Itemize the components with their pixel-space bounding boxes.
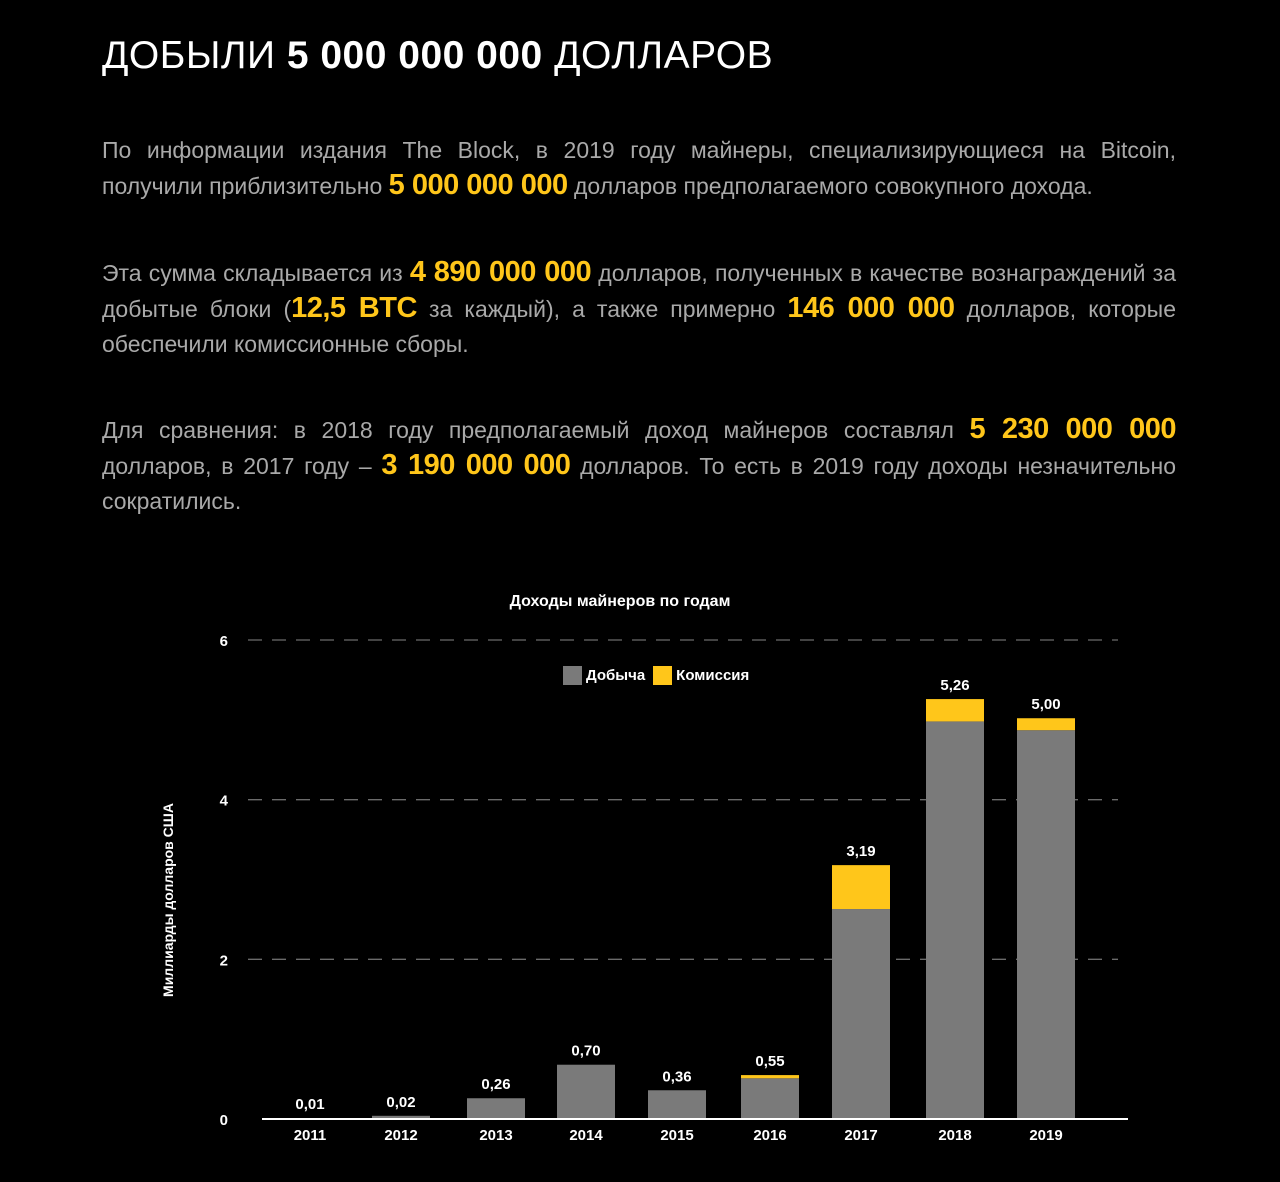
p3-text-1: Для сравнения: в 2018 году предполагаемый доход майнеров составлял [102, 417, 970, 443]
bar-mining-2017 [832, 909, 890, 1119]
bar-total-label-2013: 0,26 [481, 1076, 511, 1094]
bar-fee-2016 [741, 1075, 799, 1078]
bar-mining-2018 [926, 721, 984, 1119]
bar-total-label-2017: 3,19 [846, 843, 876, 861]
y-tick-label-0: 0 [219, 1112, 228, 1129]
bar-total-label-2016: 0,55 [755, 1053, 785, 1071]
y-tick-label-2: 2 [219, 952, 228, 970]
bar-mining-2019 [1017, 730, 1075, 1119]
p2-highlight-block-rewards: 4 890 000 000 [409, 256, 592, 288]
x-tick-label-2017: 2017 [844, 1127, 878, 1144]
x-tick-label-2018: 2018 [938, 1127, 972, 1144]
headline-pre: ДОБЫЛИ [102, 34, 276, 77]
bar-total-label-2018: 5,26 [940, 677, 970, 695]
x-tick-label-2015: 2015 [660, 1127, 694, 1144]
x-tick-label-2013: 2013 [479, 1127, 513, 1144]
bar-total-label-2014: 0,70 [571, 1042, 601, 1060]
legend-label-fee: Комиссия [676, 667, 750, 684]
p2-text-2: долларов, полученных в качестве вознаграждений за добытые блоки ( [102, 260, 1176, 322]
chart-title: Доходы майнеров по годам [509, 593, 731, 610]
y-tick-label-4: 4 [219, 792, 228, 810]
bar-fee-2017 [832, 865, 890, 909]
p3-highlight-2018: 5 230 000 000 [969, 413, 1176, 445]
p1-text-1: По информации издания The Block, в 2019 году майнеры, специализирующиеся на Bitcoin, получили приблизительно [102, 137, 1176, 199]
p2-text-1: Эта сумма складывается из [102, 260, 410, 286]
bar-total-label-2012: 0,02 [386, 1093, 416, 1111]
bar-mining-2013 [467, 1098, 525, 1119]
y-axis-label: Миллиарды долларов США [160, 803, 176, 997]
p2-text-3: за каждый), а также примерно [416, 296, 788, 322]
p3-highlight-2017: 3 190 000 000 [381, 449, 571, 481]
p3-text-3: долларов. То есть в 2019 году доходы незначительно сократились. [102, 453, 1176, 514]
p3-text-2: долларов, в 2017 году – [102, 453, 382, 479]
bar-mining-2016 [741, 1078, 799, 1119]
x-tick-label-2012: 2012 [384, 1127, 418, 1144]
bar-fee-2018 [926, 699, 984, 721]
bar-fee-2019 [1017, 718, 1075, 730]
p1-text-2: долларов предполагаемого совокупного дохода. [567, 173, 1093, 199]
x-tick-label-2014: 2014 [569, 1127, 603, 1144]
x-tick-label-2016: 2016 [753, 1127, 787, 1144]
x-tick-label-2019: 2019 [1029, 1127, 1063, 1144]
bar-mining-2014 [557, 1065, 615, 1119]
headline-post: ДОЛЛАРОВ [554, 34, 774, 77]
y-tick-label-6: 6 [219, 633, 228, 650]
headline-number: 5 000 000 000 [286, 34, 543, 77]
p2-highlight-fees: 146 000 000 [787, 292, 955, 324]
p1-highlight-total: 5 000 000 000 [388, 169, 568, 201]
bar-total-label-2011: 0,01 [295, 1096, 325, 1114]
p2-text-4: долларов, которые обеспечили комиссионные сборы. [102, 296, 1176, 357]
p2-highlight-btc: 12,5 BTC [291, 292, 417, 324]
bar-total-label-2019: 5,00 [1031, 696, 1061, 714]
bar-total-label-2015: 0,36 [662, 1068, 692, 1086]
x-tick-label-2011: 2011 [293, 1127, 327, 1144]
legend-label-mining: Добыча [586, 667, 646, 684]
bar-mining-2015 [648, 1090, 706, 1119]
